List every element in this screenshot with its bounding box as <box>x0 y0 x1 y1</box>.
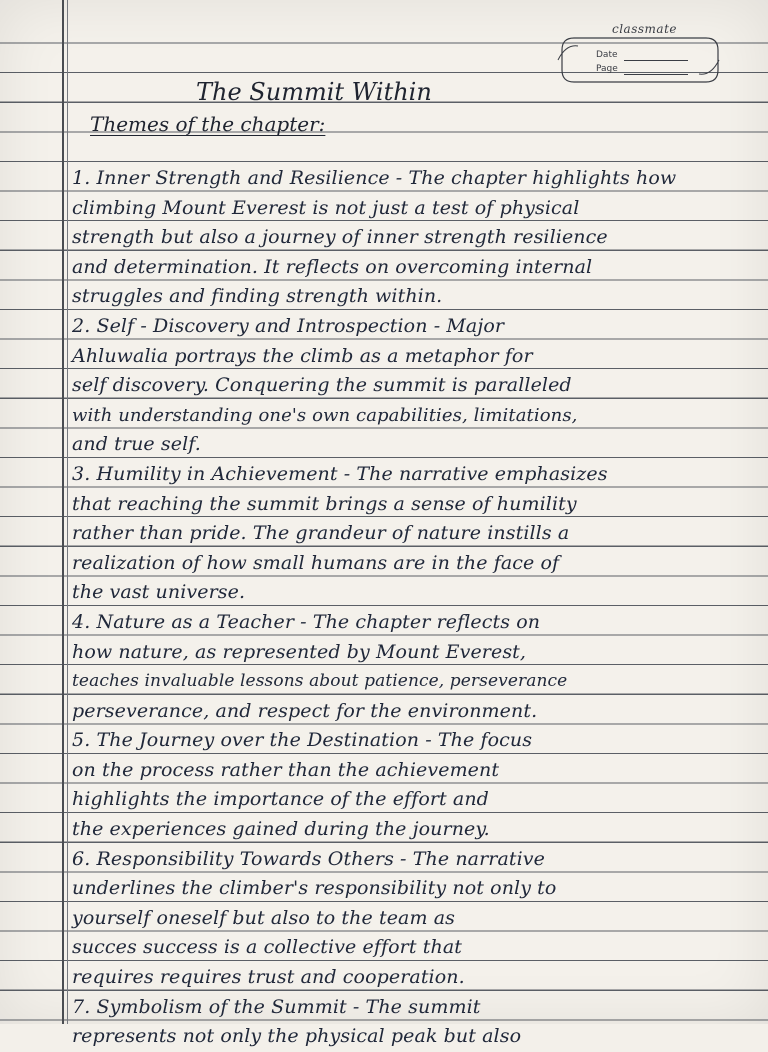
text-line: self discovery. Conquering the summit is paralleled <box>72 374 572 397</box>
text-line: and determination. It reflects on overcoming internal <box>72 255 593 278</box>
text-line: realization of how small humans are in the face of <box>72 551 560 574</box>
text-line: 1. Inner Strength and Resilience - The chapter highlights how <box>72 167 677 189</box>
text-line: 6. Responsibility Towards Others - The narrative <box>72 847 545 870</box>
date-label: Date <box>596 50 618 60</box>
text-line: 7. Symbolism of the Summit - The summit <box>72 995 481 1018</box>
text-line: teaches invaluable lessons about patience, perseverance <box>72 671 568 692</box>
text-line: 3. Humility in Achievement - The narrative emphasizes <box>72 462 608 485</box>
text-line: strength but also a journey of inner strength resilience <box>72 226 608 249</box>
text-line: yourself oneself but also to the team as <box>72 906 456 929</box>
handwritten-lines <box>72 164 758 1052</box>
brand-logo-text: classmate <box>612 22 677 36</box>
text-line: 2. Self - Discovery and Introspection - Major <box>72 314 505 337</box>
text-line: succes success is a collective effort that <box>72 936 462 959</box>
text-line: rather than pride. The grandeur of nature instills a <box>72 522 570 545</box>
page-label: Page <box>596 64 618 74</box>
text-line: 5. The Journey over the Destination - The focus <box>72 729 533 752</box>
date-page-box <box>556 22 721 86</box>
text-line: the experiences gained during the journey. <box>72 818 490 841</box>
text-line: highlights the importance of the effort and <box>72 788 489 811</box>
text-line: 4. Nature as a Teacher - The chapter reflects on <box>72 610 541 633</box>
text-line: the vast universe. <box>72 581 246 604</box>
text-line: with understanding one's own capabilities, limitations, <box>72 404 578 426</box>
date-rule <box>624 60 688 61</box>
text-line: perseverance, and respect for the environment. <box>72 699 538 722</box>
page-title: The Summit Within <box>196 78 432 106</box>
text-line: that reaching the summit brings a sense of humility <box>72 492 577 515</box>
text-line: represents not only the physical peak but also <box>72 1025 522 1048</box>
margin-line-inner <box>67 0 68 1024</box>
text-line: Ahluwalia portrays the climb as a metaphor for <box>72 344 533 367</box>
text-line: and true self. <box>72 433 201 456</box>
text-line: struggles and finding strength within. <box>72 285 443 308</box>
text-line: underlines the climber's responsibility not only to <box>72 877 557 900</box>
text-line: requires requires trust and cooperation. <box>72 966 465 989</box>
section-heading: Themes of the chapter: <box>90 112 326 136</box>
page-rule <box>624 74 688 75</box>
text-line: climbing Mount Everest is not just a test of physical <box>72 196 580 219</box>
text-line: how nature, as represented by Mount Everest, <box>72 640 527 663</box>
text-line: on the process rather than the achievement <box>72 758 500 781</box>
margin-line <box>62 0 64 1024</box>
